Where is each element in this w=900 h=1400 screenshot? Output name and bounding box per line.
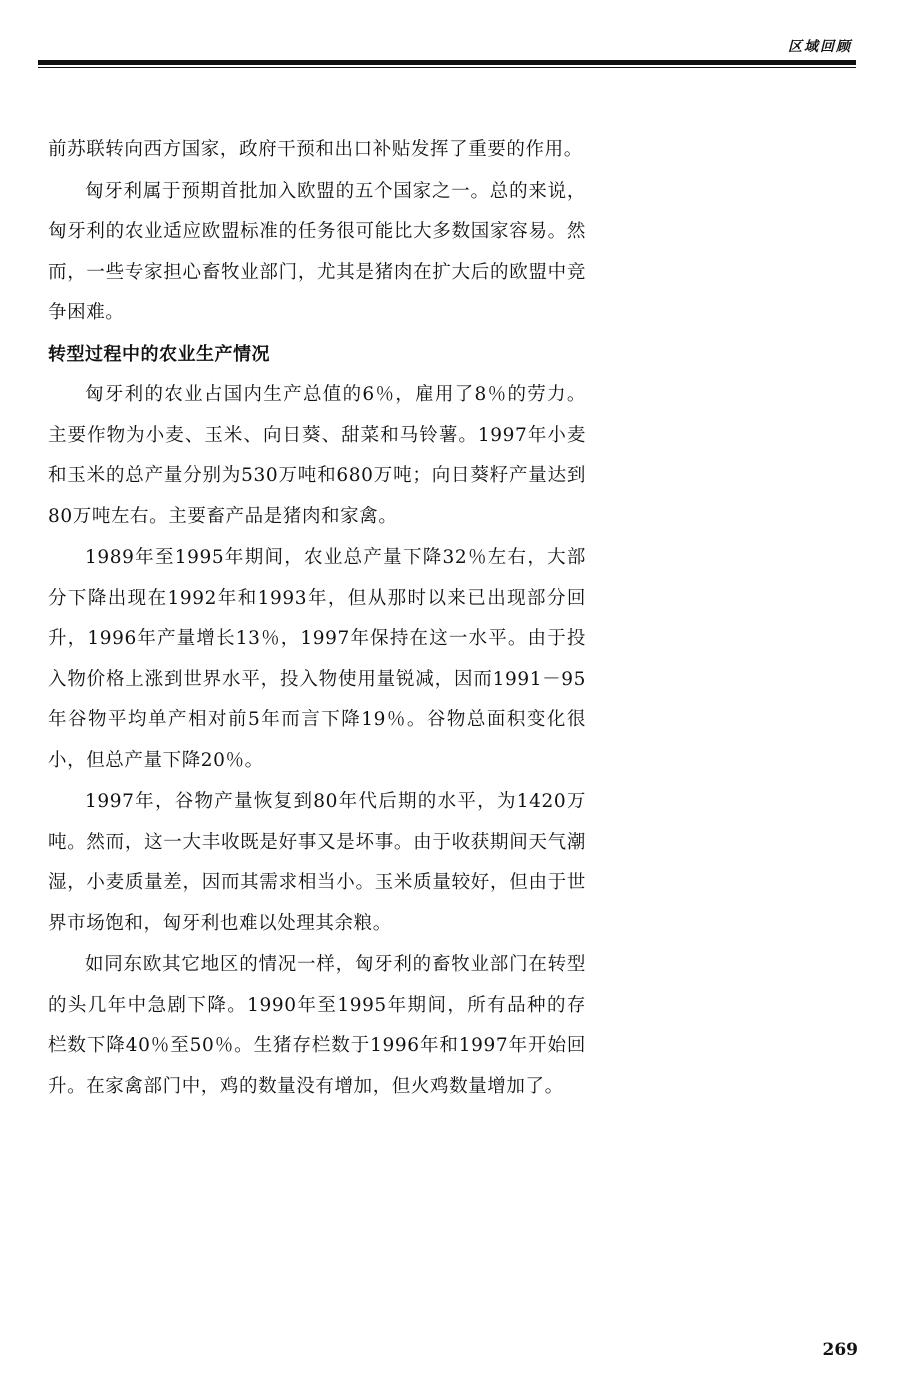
paragraph: 1997年，谷物产量恢复到80年代后期的水平，为1420万吨。然而，这一大丰收既是好事又是坏事。由于收获期间天气潮湿，小麦质量差，因而其需求相当小。玉米质量较好，但由于世界市场饱和，匈牙利也难以处理其余粮。 [48,791,586,934]
page-number: 269 [822,1340,858,1360]
body-text [48,130,586,1108]
header-rule-thin [38,67,856,68]
paragraph: 匈牙利属于预期首批加入欧盟的五个国家之一。总的来说，匈牙利的农业适应欧盟标准的任务很可能比大多数国家容易。然而，一些专家担心畜牧业部门，尤其是猪肉在扩大后的欧盟中竞争困难。 [48,180,586,323]
section-heading: 转型过程中的农业生产情况 [48,343,270,365]
paragraph: 如同东欧其它地区的情况一样，匈牙利的畜牧业部门在转型的头几年中急剧下降。1990年至1995年期间，所有品种的存栏数下降40％至50％。生猪存栏数于1996年和1997年开始回升。在家禽部门中，鸡的数量没有增加，但火鸡数量增加了。 [48,954,586,1097]
paragraph-continuation: 前苏联转向西方国家，政府干预和出口补贴发挥了重要的作用。 [48,139,583,160]
paragraph: 1989年至1995年期间，农业总产量下降32％左右，大部分下降出现在1992年和1993年，但从那时以来已出现部分回升，1996年产量增长13％，1997年保持在这一水平。由于投入物价格上涨到世界水平，投入物使用量锐减，因而1991－95年谷物平均单产相对前5年而言下降19％。谷物总面积变化很小，但总产量下降20％。 [48,547,586,771]
paragraph: 匈牙利的农业占国内生产总值的6％，雇用了8％的劳力。主要作物为小麦、玉米、向日葵、甜菜和马铃薯。1997年小麦和玉米的总产量分别为530万吨和680万吨；向日葵籽产量达到80万吨左右。主要畜产品是猪肉和家禽。 [48,384,586,527]
section-label: 区域回顾 [788,39,852,55]
header-rule-thick [38,60,856,65]
